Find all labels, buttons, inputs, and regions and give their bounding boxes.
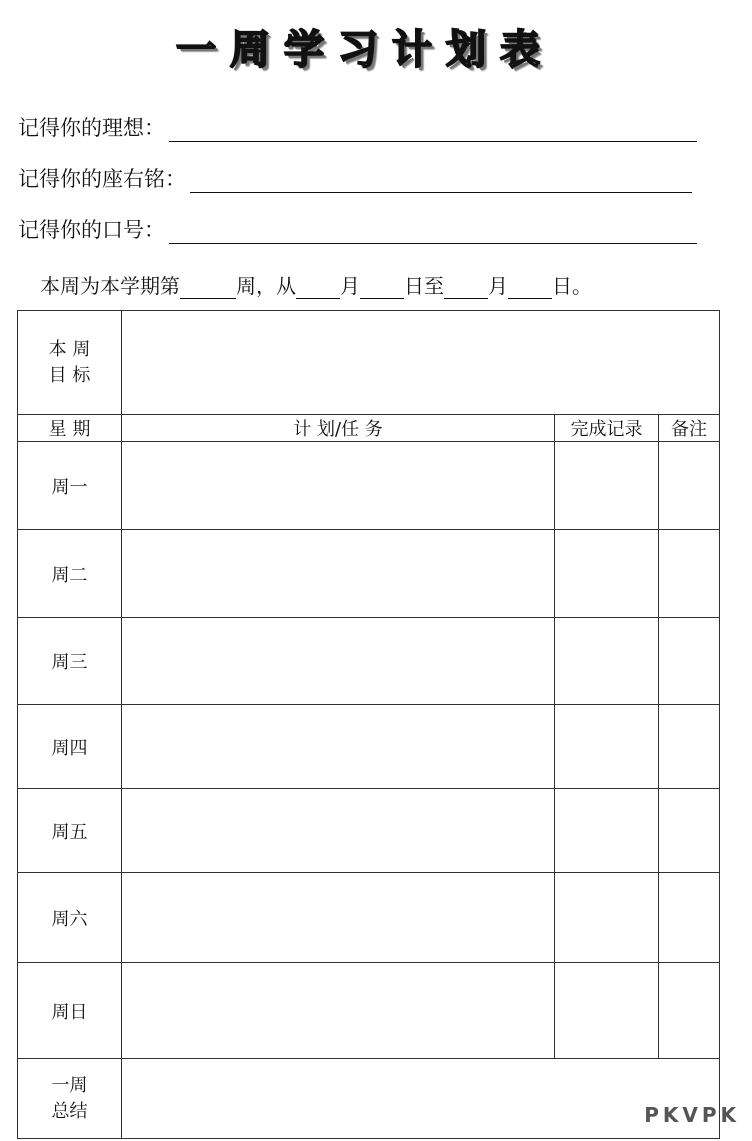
goal-label-cell (18, 311, 122, 415)
start-day-blank[interactable] (360, 276, 404, 299)
end-month-blank[interactable] (444, 276, 488, 299)
note-cell-fri[interactable] (659, 789, 720, 873)
day-row-thu (18, 705, 720, 789)
end-day-blank[interactable] (508, 276, 552, 299)
header-note: 备注 (659, 415, 720, 442)
record-cell-tue[interactable] (555, 530, 659, 618)
ideal-blank[interactable] (169, 117, 697, 142)
week-text-5: 月 (488, 274, 508, 298)
note-cell-sat[interactable] (659, 873, 720, 963)
plan-cell-sat[interactable] (122, 873, 555, 963)
note-cell-mon[interactable] (659, 442, 720, 530)
goal-label-line1: 本 周 (48, 338, 91, 360)
motto-field (18, 163, 692, 193)
day-row-wed (18, 618, 720, 705)
record-cell-sun[interactable] (555, 963, 659, 1059)
note-cell-wed[interactable] (659, 618, 720, 705)
summary-label-line1: 一周 (51, 1074, 88, 1096)
motto-blank[interactable] (190, 168, 692, 193)
plan-cell-thu[interactable] (122, 705, 555, 789)
note-cell-sun[interactable] (659, 963, 720, 1059)
header-plan: 计 划/任 务 (122, 415, 555, 442)
header-record: 完成记录 (555, 415, 659, 442)
note-cell-thu[interactable] (659, 705, 720, 789)
record-cell-wed[interactable] (555, 618, 659, 705)
goal-input-cell[interactable] (122, 311, 720, 415)
summary-input-cell[interactable] (122, 1059, 720, 1139)
plan-cell-wed[interactable] (122, 618, 555, 705)
day-row-sun (18, 963, 720, 1059)
goal-row (18, 311, 720, 415)
record-cell-thu[interactable] (555, 705, 659, 789)
day-row-fri (18, 789, 720, 873)
day-label-thu: 周四 (18, 705, 122, 789)
summary-label-line2: 总结 (51, 1100, 88, 1122)
record-cell-fri[interactable] (555, 789, 659, 873)
goal-label-line2: 目 标 (48, 364, 91, 386)
slogan-label: 记得你的口号： (18, 218, 165, 242)
summary-row (18, 1059, 720, 1139)
record-cell-sat[interactable] (555, 873, 659, 963)
week-text-6: 日。 (552, 274, 592, 298)
plan-cell-fri[interactable] (122, 789, 555, 873)
week-text-3: 月 (340, 274, 360, 298)
plan-cell-mon[interactable] (122, 442, 555, 530)
week-number-blank[interactable] (180, 276, 236, 299)
motto-label: 记得你的座右铭： (18, 167, 186, 191)
header-day: 星 期 (18, 415, 122, 442)
plan-table (17, 310, 720, 1139)
ideal-field (18, 112, 697, 142)
record-cell-mon[interactable] (555, 442, 659, 530)
day-row-tue (18, 530, 720, 618)
day-label-sat: 周六 (18, 873, 122, 963)
day-row-mon (18, 442, 720, 530)
ideal-label: 记得你的理想： (18, 116, 165, 140)
plan-cell-sun[interactable] (122, 963, 555, 1059)
header-row (18, 415, 720, 442)
day-label-fri: 周五 (18, 789, 122, 873)
day-label-wed: 周三 (18, 618, 122, 705)
day-label-sun: 周日 (18, 963, 122, 1059)
start-month-blank[interactable] (296, 276, 340, 299)
week-text-4: 日至 (404, 274, 444, 298)
note-cell-tue[interactable] (659, 530, 720, 618)
slogan-blank[interactable] (169, 219, 697, 244)
slogan-field (18, 214, 697, 244)
day-label-tue: 周二 (18, 530, 122, 618)
plan-cell-tue[interactable] (122, 530, 555, 618)
watermark-text: PKVPK (644, 1103, 740, 1127)
week-text-2: 周，从 (236, 274, 296, 298)
day-label-mon: 周一 (18, 442, 122, 530)
summary-label-cell (18, 1059, 122, 1139)
day-row-sat (18, 873, 720, 963)
page-title: 一周学习计划表 (176, 27, 554, 73)
week-info-line (40, 270, 592, 299)
week-text-1: 本周为本学期第 (40, 274, 180, 298)
